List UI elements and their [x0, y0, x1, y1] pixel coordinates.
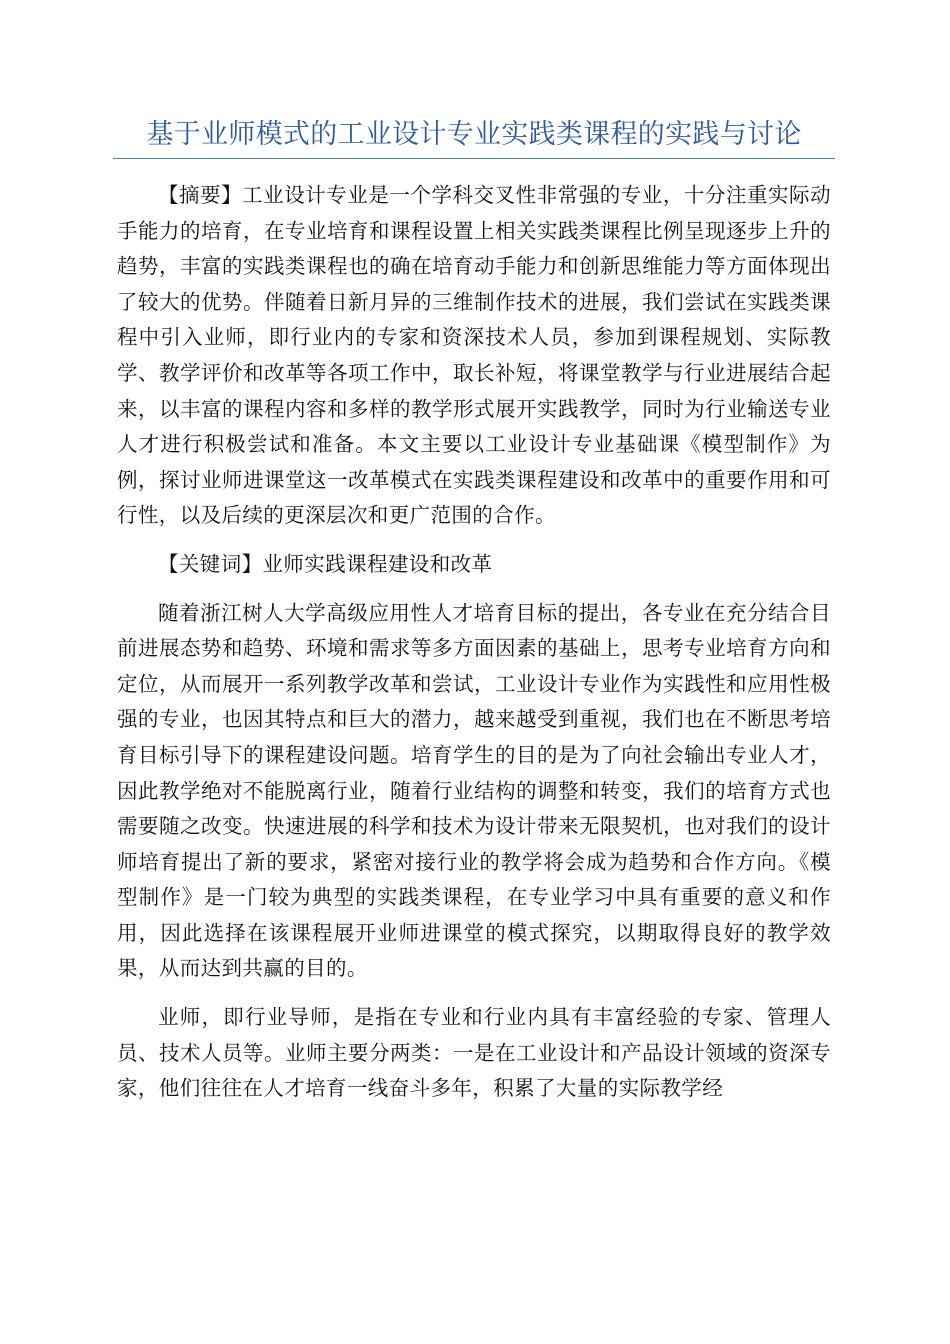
body-paragraph-2: 业师，即行业导师，是指在专业和行业内具有丰富经验的专家、管理人员、技术人员等。业师主要分两类：一是在工业设计和产品设计领域的资深专家，他们往往在人才培育一线奋斗多年，积累了大量的实际教学经	[117, 1005, 831, 1101]
document-title: 基于业师模式的工业设计专业实践类课程的实践与讨论	[146, 119, 802, 150]
title-block	[113, 114, 835, 159]
body-paragraph-1: 随着浙江树人大学高级应用性人才培育目标的提出，各专业在充分结合目前进展态势和趋势、环境和需求等多方面因素的基础上，思考专业培育方向和定位，从而展开一系列教学改革和尝试，工业设计专业作为实践性和应用性极强的专业，也因其特点和巨大的潜力，越来越受到重视，我们也在不断思考培育目标引导下的课程建设问题。培育学生的目的是为了向社会输出专业人才，因此教学绝对不能脱离行业，随着行业结构的调整和转变，我们的培育方式也需要随之改变。快速进展的科学和技术为设计带来无限契机，也对我们的设计师培育提出了新的要求，紧密对接行业的教学将会成为趋势和合作方向。《模型制作》是一门较为典型的实践类课程，在专业学习中具有重要的意义和作用，因此选择在该课程展开业师进课堂的模式探究，以期取得良好的教学效果，从而达到共赢的目的。	[117, 600, 831, 981]
keywords-line: 【关键词】业师实践课程建设和改革	[158, 551, 493, 576]
abstract-paragraph: 【摘要】工业设计专业是一个学科交叉性非常强的专业，十分注重实际动手能力的培育，在专业培育和课程设置上相关实践类课程比例呈现逐步上升的趋势，丰富的实践类课程也的确在培育动手能力和创新思维能力等方面体现出了较大的优势。伴随着日新月异的三维制作技术的进展，我们尝试在实践类课程中引入业师，即行业内的专家和资深技术人员，参加到课程规划、实际教学、教学评价和改革等各项工作中，取长补短，将课堂教学与行业进展结合起来，以丰富的课程内容和多样的教学形式展开实践教学，同时为行业输送专业人才进行积极尝试和准备。本文主要以工业设计专业基础课《模型制作》为例，探讨业师进课堂这一改革模式在实践类课程建设和改革中的重要作用和可行性，以及后续的更深层次和更广范围的合作。	[117, 183, 831, 528]
document-body	[117, 178, 831, 1107]
